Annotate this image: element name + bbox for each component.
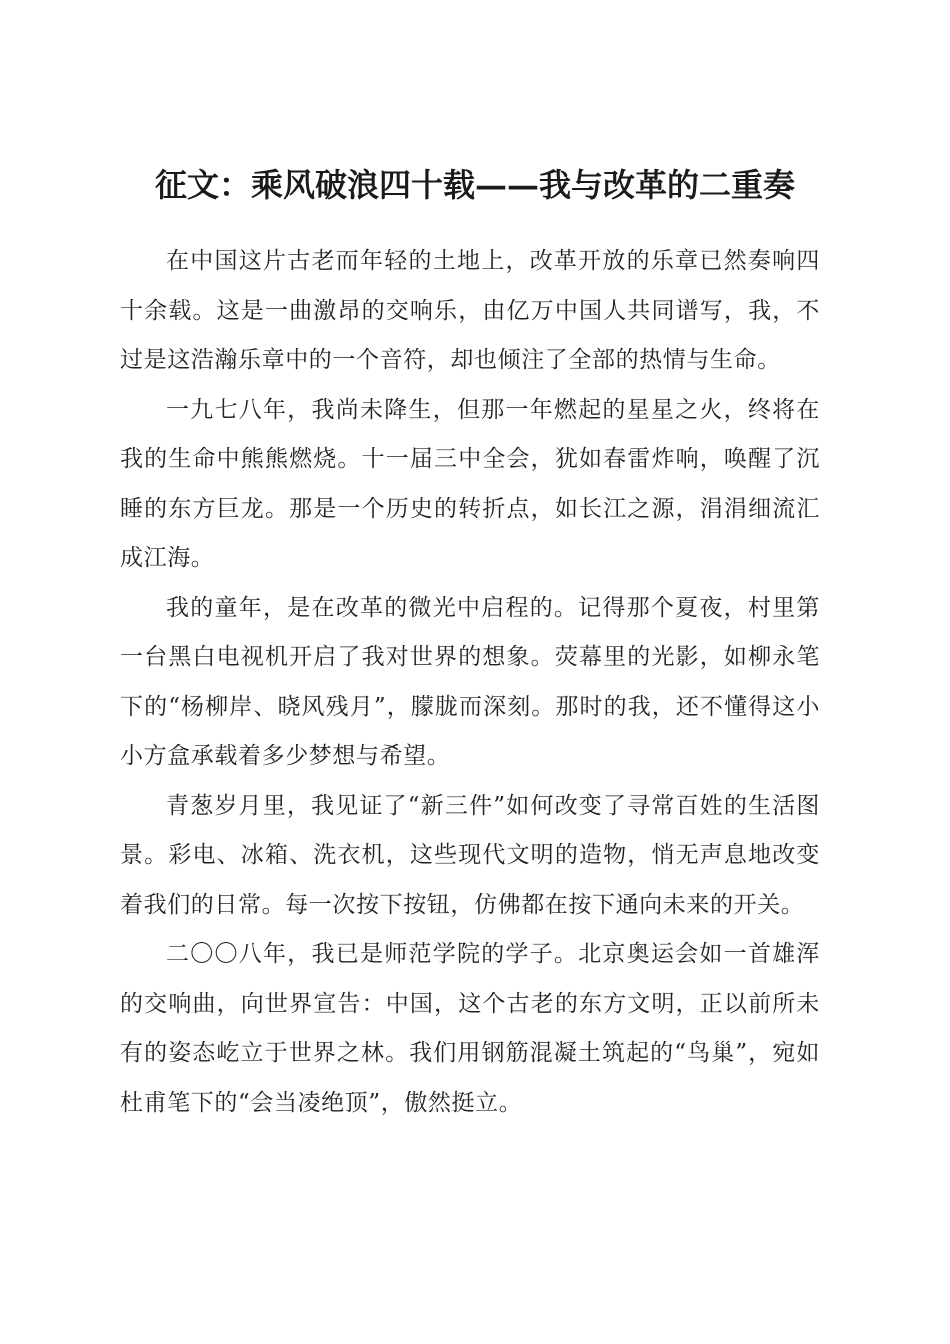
paragraph-1: 在中国这片古老而年轻的土地上，改革开放的乐章已然奏响四十余载。这是一曲激昂的交响乐，由亿万中国人共同谱写，我，不过是这浩瀚乐章中的一个音符，却也倾注了全部的热情与生命。 — [120, 248, 820, 373]
essay-title: 征文：乘风破浪四十载——我与改革的二重奏 — [154, 166, 795, 204]
paragraph-2: 一九七八年，我尚未降生，但那一年燃起的星星之火，终将在我的生命中熊熊燃烧。十一届三中全会，犹如春雷炸响，唤醒了沉睡的东方巨龙。那是一个历史的转折点，如长江之源，涓涓细流汇成江海。 — [120, 396, 820, 571]
paragraph-4: 青葱岁月里，我见证了“新三件”如何改变了寻常百姓的生活图景。彩电、冰箱、洗衣机，这些现代文明的造物，悄无声息地改变着我们的日常。每一次按下按钮，仿佛都在按下通向未来的开关。 — [120, 792, 820, 918]
paragraph-5: 二〇〇八年，我已是师范学院的学子。北京奥运会如一首雄浑的交响曲，向世界宣告：中国，这个古老的东方文明，正以前所未有的姿态屹立于世界之林。我们用钢筋混凝土筑起的“鸟巢”，宛如杜甫笔下的“会当凌绝顶”，傲然挺立。 — [120, 941, 820, 1116]
essay-body — [120, 237, 820, 1128]
paragraph-3: 我的童年，是在改革的微光中启程的。记得那个夏夜，村里第一台黑白电视机开启了我对世界的想象。荧幕里的光影，如柳永笔下的“杨柳岸、晓风残月”，朦胧而深刻。那时的我，还不懂得这小小方盒承载着多少梦想与希望。 — [120, 594, 820, 769]
